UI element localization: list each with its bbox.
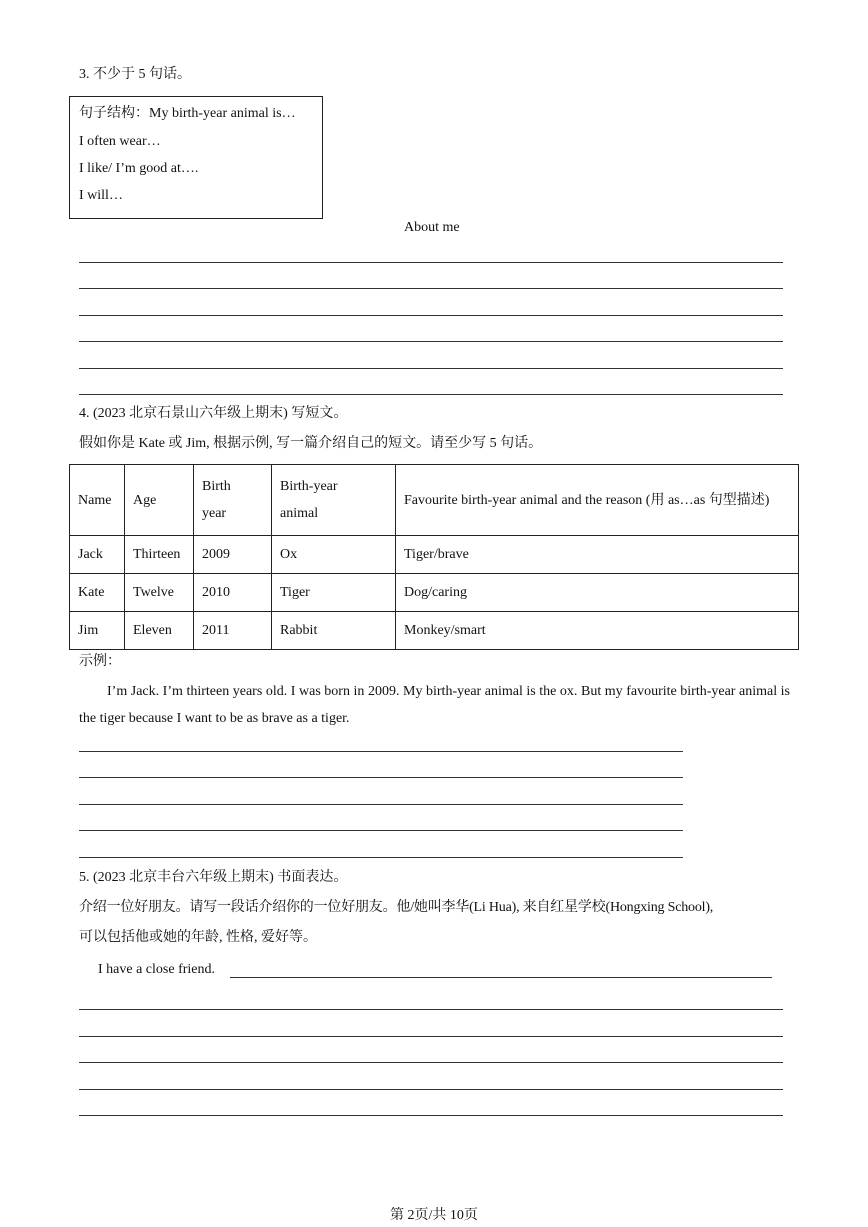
table-cell: 2010 — [194, 574, 272, 612]
example-label: 示例： — [79, 654, 121, 669]
table-cell: Tiger/brave — [396, 536, 799, 574]
answer-line[interactable] — [79, 315, 783, 316]
answer-line[interactable] — [79, 1062, 783, 1063]
table-header-row — [70, 465, 799, 536]
hint-line-1: 句子结构：My birth-year animal is… — [79, 106, 296, 121]
answer-line[interactable] — [79, 394, 783, 395]
answer-line[interactable] — [79, 804, 683, 805]
page-number: 第 2页/共 10页 — [390, 1208, 478, 1223]
table-cell: Jim — [70, 612, 125, 650]
table-header-cell: Age — [125, 465, 194, 536]
q5-instruction-line-1: 介绍一位好朋友。请写一段话介绍你的一位好朋友。他/她叫李华(Li Hua), 来自红星学校(Hongxing School), — [79, 900, 714, 915]
q5-instruction-line-2: 可以包括他或她的年龄, 性格, 爱好等。 — [79, 930, 317, 945]
q5-heading: 5. (2023 北京丰台六年级上期末) 书面表达。 — [79, 870, 348, 885]
table-cell: 2009 — [194, 536, 272, 574]
table-header-cell: Favourite birth-year animal and the reason (用 as…as 句型描述) — [396, 465, 799, 536]
table-row — [70, 536, 799, 574]
info-table — [69, 464, 799, 650]
table-row — [70, 574, 799, 612]
hint-line-2: I often wear… — [79, 134, 161, 149]
sentence-hint-box — [69, 96, 323, 219]
answer-line[interactable] — [79, 1089, 783, 1090]
answer-line[interactable] — [79, 368, 783, 369]
answer-line[interactable] — [79, 751, 683, 752]
answer-line[interactable] — [79, 1009, 783, 1010]
table-cell: Ox — [272, 536, 396, 574]
hint-line-3: I like/ I’m good at…. — [79, 161, 199, 176]
table-cell: 2011 — [194, 612, 272, 650]
table-cell: Thirteen — [125, 536, 194, 574]
table-cell: Tiger — [272, 574, 396, 612]
q3-heading: 3. 不少于 5 句话。 — [79, 67, 191, 82]
table-cell: Kate — [70, 574, 125, 612]
table-cell: Dog/caring — [396, 574, 799, 612]
table-header-cell: Birth-year animal — [272, 465, 396, 536]
table-row — [70, 612, 799, 650]
table-cell: Monkey/smart — [396, 612, 799, 650]
table-header-cell: Name — [70, 465, 125, 536]
table-cell: Twelve — [125, 574, 194, 612]
table-header-cell: Birth year — [194, 465, 272, 536]
q5-starter-text: I have a close friend. — [98, 962, 215, 977]
answer-line[interactable] — [79, 777, 683, 778]
example-paragraph: I’m Jack. I’m thirteen years old. I was born in 2009. My birth-year animal is the ox. But my favourite birth-year animal is the tiger because I want to be as brave as a tiger. — [79, 684, 790, 726]
answer-line[interactable] — [79, 262, 783, 263]
table-cell: Rabbit — [272, 612, 396, 650]
table-cell: Jack — [70, 536, 125, 574]
answer-line[interactable] — [230, 977, 772, 978]
hint-line-4: I will… — [79, 188, 123, 203]
essay-title: About me — [404, 220, 460, 235]
answer-line[interactable] — [79, 1036, 783, 1037]
answer-line[interactable] — [79, 1115, 783, 1116]
answer-line[interactable] — [79, 857, 683, 858]
table-cell: Eleven — [125, 612, 194, 650]
answer-line[interactable] — [79, 830, 683, 831]
q4-heading: 4. (2023 北京石景山六年级上期末) 写短文。 — [79, 406, 348, 421]
answer-line[interactable] — [79, 288, 783, 289]
q4-instruction: 假如你是 Kate 或 Jim, 根据示例, 写一篇介绍自己的短文。请至少写 5 句话。 — [79, 436, 543, 451]
answer-line[interactable] — [79, 341, 783, 342]
